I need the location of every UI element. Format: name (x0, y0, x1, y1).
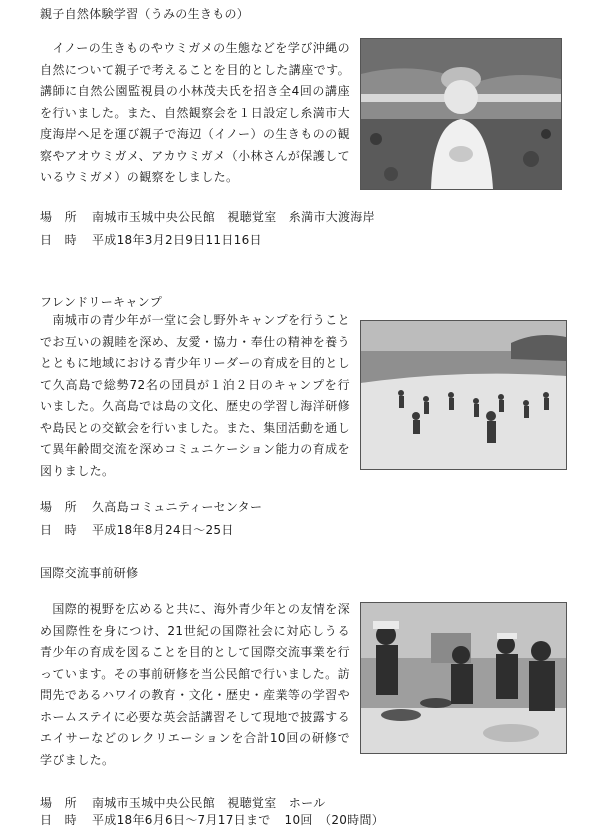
section-body-camp (40, 310, 350, 482)
beach-camp-group-photo (360, 320, 567, 470)
place-value: 南城市玉城中央公民館 視聴覚室 糸満市大渡海岸 (92, 210, 375, 224)
date-row (40, 232, 262, 248)
cooking-class-photo (360, 602, 567, 754)
section-body-nature (40, 38, 350, 189)
date-value: 平成18年3月2日9日11日16日 (92, 233, 262, 247)
section-title-exchange: 国際交流事前研修 (40, 566, 139, 580)
date-value: 平成18年8月24日～25日 (92, 523, 234, 537)
section-paragraph: イノーの生きものやウミガメの生態などを学び沖縄の自然について親子で考えることを目的とした講座です。講師に自然公園監視員の小林茂夫氏を招き全4回の講座を行いました。また、自然観察会を１日設定し糸満市大度海岸へ足を運び親子で海辺（イノー）の生きものの観察やアオウミガメ、アカウミガメ（小林さんが保護しているウミガメ）の観察をしました。 (40, 41, 351, 184)
date-row (40, 812, 384, 828)
place-value: 久高島コミュニティーセンター (92, 500, 263, 514)
place-row (40, 209, 375, 225)
child-at-beach-photo (360, 38, 562, 190)
date-label: 日 時 (40, 523, 77, 537)
place-label: 場 所 (40, 210, 77, 224)
section-title-nature: 親子自然体験学習（うみの生きもの） (40, 7, 250, 21)
date-label: 日 時 (40, 233, 77, 247)
section-title-camp: フレンドリーキャンプ (40, 295, 163, 309)
place-label: 場 所 (40, 500, 77, 514)
section-paragraph: 南城市の青少年が一堂に会し野外キャンプを行うことでお互いの親睦を深め、友愛・協力・奉仕の精神を養うとともに地域における青少年リーダーの育成を目的として久高島で総勢72名の団員が１泊２日のキャンプを行いました。久高島では島の文化、歴史の学習し海洋研修や島民との交歓会を行いました。また、集団活動を通して異年齢間交流を深めコミュニケーション能力の育成を図りました。 (40, 313, 351, 478)
place-row (40, 795, 325, 811)
place-row (40, 499, 262, 515)
place-label: 場 所 (40, 796, 77, 810)
date-value: 平成18年6月6日～7月17日まで (92, 813, 271, 827)
date-row (40, 522, 234, 538)
session-count: 10回 （20時間） (284, 813, 385, 827)
place-value: 南城市玉城中央公民館 視聴覚室 ホール (92, 796, 326, 810)
section-body-exchange (40, 599, 350, 771)
section-paragraph: 国際的視野を広めると共に、海外青少年との友情を深め国際性を身につけ、21世紀の国際社会に対応しうる青少年の育成を図ることを目的として国際交流事業を行っています。その事前研修を当公民館で行いました。訪問先であるハワイの教育・文化・歴史・産業等の学習やホームステイに必要な英会話講習そして現地で披露するエイサーなどのレクリエーションを合計10回の研修で学びました。 (40, 602, 351, 767)
date-label: 日 時 (40, 813, 77, 827)
